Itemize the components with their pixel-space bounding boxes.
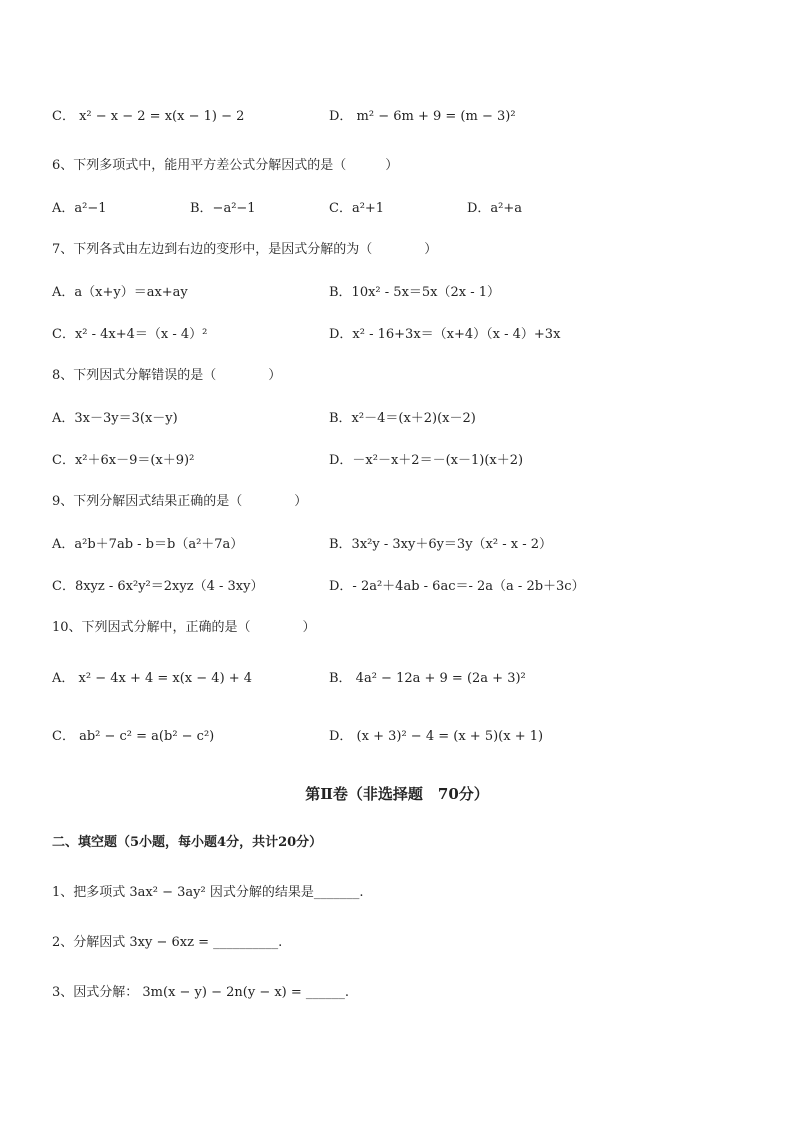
- fill-in-subtitle: 二、填空题（5小题，每小题4分，共计20分）: [52, 835, 323, 850]
- q10-stem: 10、下列因式分解中，正确的是（ ）: [52, 620, 316, 635]
- q8-stem: 8、下列因式分解错误的是（ ）: [52, 368, 282, 383]
- q9-option-d: D．- 2a²＋4ab - 6ac＝- 2a（a - 2b＋3c）: [329, 579, 585, 594]
- q7-option-b: B．10x² - 5x＝5x（2x - 1）: [329, 285, 501, 300]
- q10-option-b: B． 4a² − 12a + 9 = (2a + 3)²: [329, 671, 526, 686]
- q7-option-c: C．x² - 4x+4＝（x - 4）²: [52, 327, 208, 342]
- q6-option-d: D．a²+a: [467, 201, 523, 216]
- q7-stem: 7、下列各式由左边到右边的变形中，是因式分解的为（ ）: [52, 242, 438, 257]
- q8-option-c: C．x²＋6x－9＝(x＋9)²: [52, 453, 195, 468]
- q6-option-c: C．a²+1: [329, 201, 385, 216]
- section-2-title: 第Ⅱ卷（非选择题 70分）: [305, 785, 489, 803]
- q9-stem: 9、下列分解因式结果正确的是（ ）: [52, 494, 308, 509]
- q7-option-d: D．x² - 16+3x＝（x+4）（x - 4）+3x: [329, 327, 561, 342]
- fill-question-3: 3、因式分解： 3m(x − y) − 2n(y − x) = ______.: [52, 985, 350, 1000]
- q6-option-b: B．−a²−1: [190, 201, 256, 216]
- q8-option-b: B．x²－4＝(x＋2)(x－2): [329, 411, 476, 426]
- q5-option-d: D． m² − 6m + 9 = (m − 3)²: [329, 109, 516, 124]
- q10-option-c: C． ab² − c² = a(b² − c²): [52, 729, 215, 744]
- fill-question-2: 2、分解因式 3xy − 6xz = __________.: [52, 935, 283, 950]
- q9-option-a: A．a²b＋7ab - b＝b（a²＋7a）: [52, 537, 244, 552]
- q7-option-a: A．a（x+y）＝ax+ay: [52, 285, 188, 300]
- q9-option-c: C．8xyz - 6x²y²＝2xyz（4 - 3xy）: [52, 579, 264, 594]
- q6-stem: 6、下列多项式中，能用平方差公式分解因式的是（ ）: [52, 158, 399, 173]
- q10-option-a: A． x² − 4x + 4 = x(x − 4) + 4: [52, 671, 253, 686]
- q9-option-b: B．3x²y - 3xy＋6y＝3y（x² - x - 2）: [329, 537, 553, 552]
- fill-question-1: 1、把多项式 3ax² − 3ay² 因式分解的结果是_______.: [52, 885, 364, 900]
- q8-option-d: D．－x²－x＋2＝－(x－1)(x＋2): [329, 453, 524, 468]
- q5-option-c: C． x² − x − 2 = x(x − 1) − 2: [52, 109, 245, 124]
- q6-option-a: A．a²−1: [52, 201, 107, 216]
- q8-option-a: A．3x－3y＝3(x－y): [52, 411, 178, 426]
- q10-option-d: D． (x + 3)² − 4 = (x + 5)(x + 1): [329, 729, 544, 744]
